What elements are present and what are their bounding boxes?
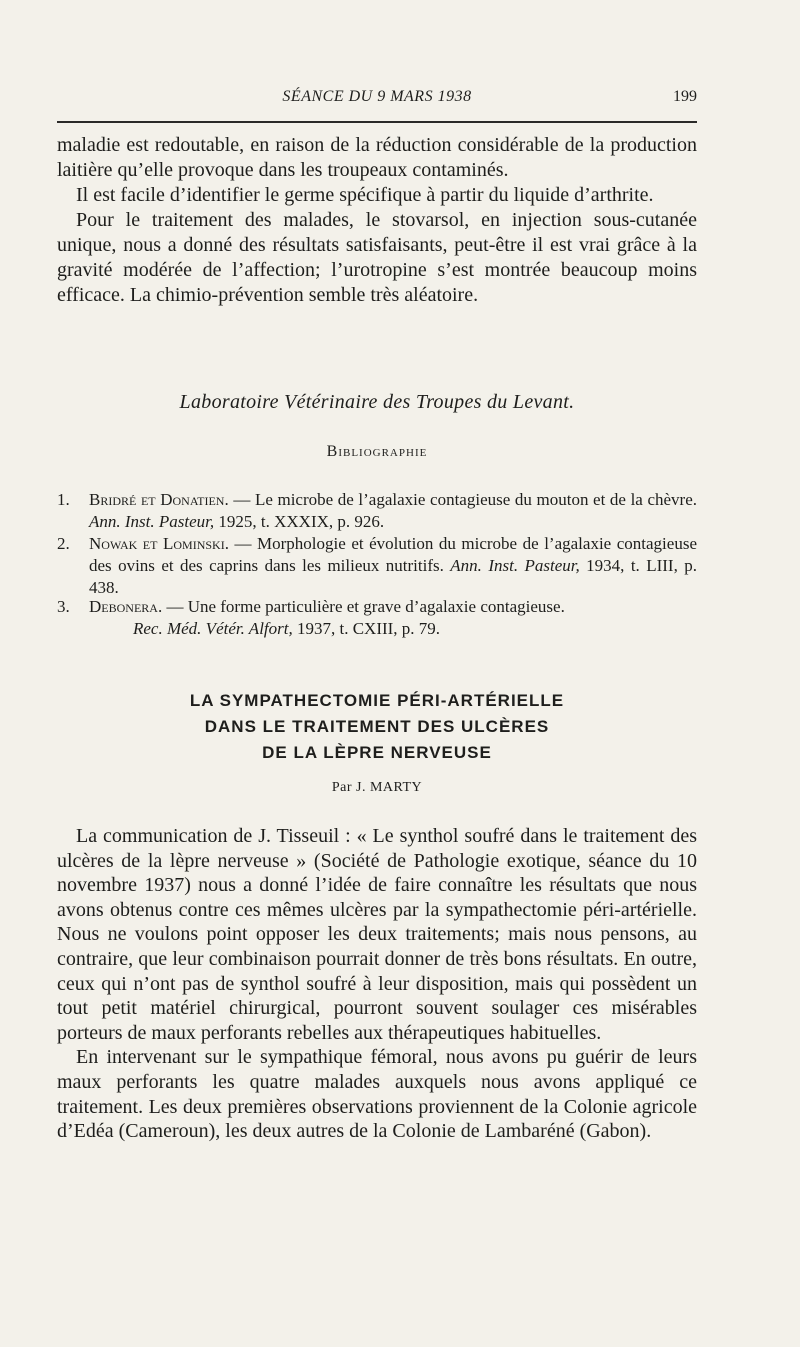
bibliography-ref-3 xyxy=(57,596,697,640)
page-number: 199 xyxy=(673,88,697,105)
intro-text xyxy=(57,133,697,308)
article-title-line-1: LA SYMPATHECTOMIE PÉRI-ARTÉRIELLE xyxy=(189,691,565,710)
ref-authors: Bridré et Donatien. xyxy=(89,490,229,509)
ref-journal: Ann. Inst. Pasteur, xyxy=(89,512,215,531)
article-paragraph-2: En intervenant sur le sympathique fémoral, nous avons pu guérir de leurs maux perforants les quatre malades auxquels nous avons appliqué ce traitement. Les deux premières observations proviennent de la Colonie agricole d’Edéa (Cameroun), les deux autres de la Colonie de Lambaréné (Gabon). xyxy=(57,1046,697,1143)
ref-authors: Nowak et Lominski. xyxy=(89,534,229,553)
ref-tail: 1937, t. CXIII, p. 79. xyxy=(292,619,441,638)
ref-text: — Une forme particulière et grave d’agalaxie contagieuse. xyxy=(162,597,565,616)
bibliography-heading: Bibliographie xyxy=(326,443,428,460)
article-title-line-2: DANS LE TRAITEMENT DES ULCÈRES xyxy=(204,717,550,736)
ref-tail: 1934, t. LIII, p. 438. xyxy=(89,556,698,597)
bibliography-ref-2 xyxy=(57,533,697,599)
ref-number: 1. xyxy=(57,490,70,509)
ref-text: — Le microbe de l’agalaxie contagieuse du mouton et de la chèvre. xyxy=(228,490,697,509)
running-head xyxy=(57,88,697,110)
ref-authors: Debonera. xyxy=(89,597,163,616)
article-body xyxy=(57,824,697,1144)
ref-journal: Ann. Inst. Pasteur, xyxy=(450,556,580,575)
article-title-line-3: DE LA LÈPRE NERVEUSE xyxy=(262,743,492,762)
bibliography-ref-1 xyxy=(57,489,697,533)
laboratory-signature: Laboratoire Vétérinaire des Troupes du Levant. xyxy=(179,391,575,413)
header-rule xyxy=(57,121,697,123)
ref-text: — Morphologie et évolution du microbe de l’agalaxie contagieuse des ovins et des caprins dans les milieux nutritifs. xyxy=(89,534,697,575)
article-title xyxy=(57,688,697,766)
ref-number: 2. xyxy=(57,534,70,553)
running-head-title: SÉANCE DU 9 MARS 1938 xyxy=(282,88,472,105)
article-byline: Par J. MARTY xyxy=(331,780,423,795)
article-paragraph-1: La communication de J. Tisseuil : « Le synthol soufré dans le traitement des ulcères de la lèpre nerveuse » (Société de Pathologie exotique, séance du 10 novembre 1937) nous a donné l’idée de faire connaître les résultats que nous avons obtenus contre ces mêmes ulcères par la sympathectomie péri-artérielle. Nous ne voulons point opposer les deux traitements; mais nous pensons, au contraire, que leur combinaison pourrait donner de très bons résultats. En outre, ceux qui n’ont pas de synthol soufré à leur disposition, mais qui possèdent un tout petit matériel chirurgical, pourront souvent soulager ces misérables porteurs de maux perforants rebelles aux thérapeutiques habituelles. xyxy=(57,825,697,1044)
intro-paragraph-2: Il est facile d’identifier le germe spécifique à partir du liquide d’arthrite. xyxy=(76,184,654,206)
ref-number: 3. xyxy=(57,597,70,616)
ref-journal: Rec. Méd. Vétér. Alfort, xyxy=(133,619,293,638)
ref-tail: 1925, t. XXXIX, p. 926. xyxy=(214,512,385,531)
intro-paragraph-1: maladie est redoutable, en raison de la réduction considérable de la production laitière qu’elle provoque dans les troupeaux contaminés. xyxy=(57,134,697,181)
intro-paragraph-3: Pour le traitement des malades, le stovarsol, en injection sous-cutanée unique, nous a donné des résultats satisfaisants, peut-être il est vrai grâce à la gravité modérée de l’affection; l’urotropine s’est montrée beaucoup moins efficace. La chimio-prévention semble très aléatoire. xyxy=(57,209,697,306)
